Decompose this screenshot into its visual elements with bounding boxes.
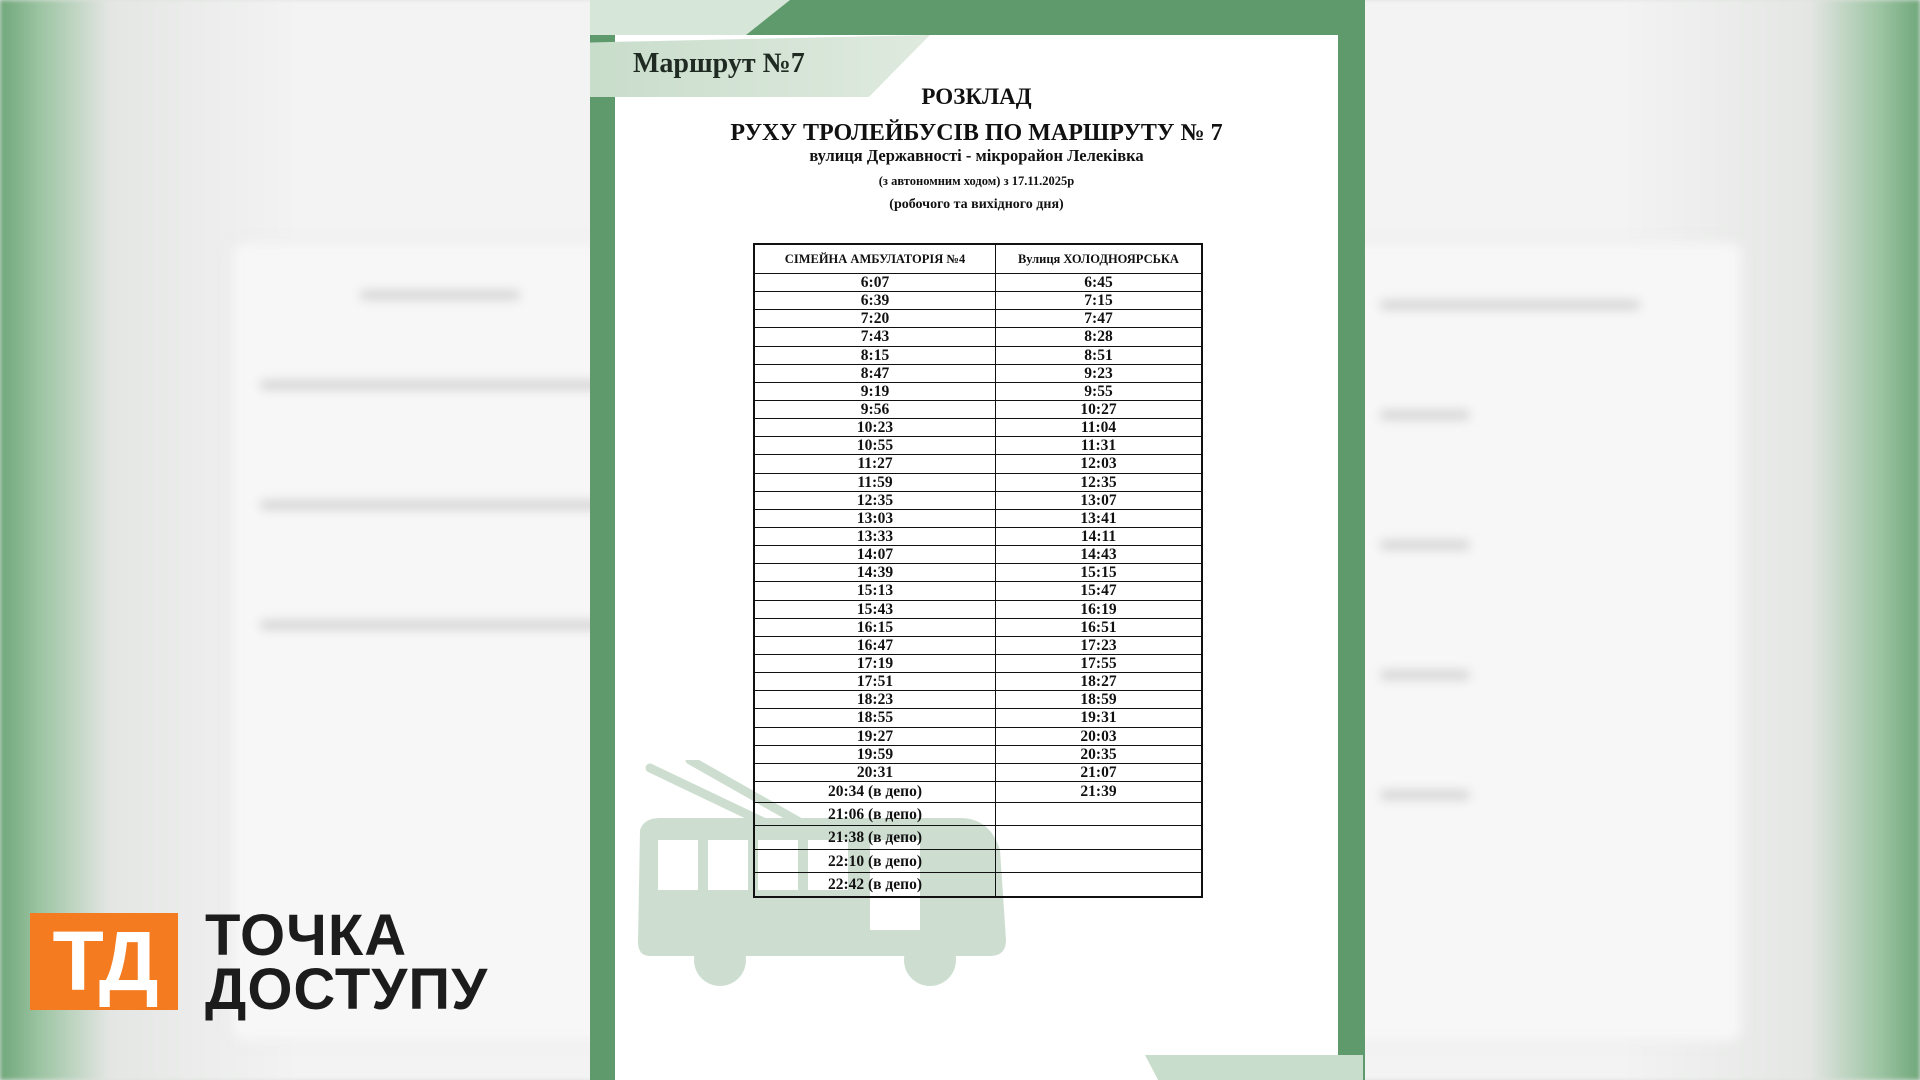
departure-kholodnoyarska: 18:27 [996, 673, 1203, 691]
departure-ambulatory: 22:42 (в депо) [754, 873, 996, 897]
depot-row [754, 781, 1202, 802]
document-title: РОЗКЛАД [921, 84, 1032, 109]
departure-ambulatory: 8:15 [754, 346, 996, 364]
departure-kholodnoyarska: 7:15 [996, 292, 1203, 310]
table-row [754, 727, 1202, 745]
schedule-table [753, 243, 1203, 898]
departure-ambulatory: 12:35 [754, 491, 996, 509]
effective-date-note: (з автономним ходом) з 17.11.2025р [878, 174, 1075, 188]
departure-kholodnoyarska: 12:03 [996, 455, 1203, 473]
departure-kholodnoyarska: 15:47 [996, 582, 1203, 600]
depot-row [754, 826, 1202, 850]
departure-kholodnoyarska: 8:51 [996, 346, 1203, 364]
departure-kholodnoyarska: 13:41 [996, 509, 1203, 527]
departure-ambulatory: 15:43 [754, 600, 996, 618]
departure-ambulatory: 21:38 (в депо) [754, 826, 996, 850]
table-row [754, 546, 1202, 564]
table-row [754, 654, 1202, 672]
departure-ambulatory: 6:07 [754, 274, 996, 292]
departure-ambulatory: 9:19 [754, 382, 996, 400]
departure-kholodnoyarska: 14:11 [996, 527, 1203, 545]
departure-ambulatory: 16:47 [754, 636, 996, 654]
departure-ambulatory: 17:51 [754, 673, 996, 691]
table-row [754, 382, 1202, 400]
route-label: Маршрут №7 [633, 48, 805, 79]
table-row [754, 346, 1202, 364]
departure-kholodnoyarska: 15:15 [996, 564, 1203, 582]
departure-kholodnoyarska: 10:27 [996, 400, 1203, 418]
table-row [754, 437, 1202, 455]
departure-kholodnoyarska [996, 826, 1203, 850]
blurred-right-panel [1300, 240, 1744, 1044]
departure-kholodnoyarska: 17:23 [996, 636, 1203, 654]
table-row [754, 691, 1202, 709]
table-header-row [754, 244, 1202, 274]
departure-ambulatory: 13:33 [754, 527, 996, 545]
table-row [754, 636, 1202, 654]
departure-kholodnoyarska: 13:07 [996, 491, 1203, 509]
table-row [754, 600, 1202, 618]
table-row [754, 400, 1202, 418]
departure-kholodnoyarska: 20:03 [996, 727, 1203, 745]
departure-ambulatory: 8:47 [754, 364, 996, 382]
table-row [754, 274, 1202, 292]
depot-row [754, 873, 1202, 897]
logo-text-line1: ТОЧКА [205, 903, 408, 968]
table-row [754, 419, 1202, 437]
table-row [754, 509, 1202, 527]
departure-ambulatory: 7:43 [754, 328, 996, 346]
departure-ambulatory: 19:27 [754, 727, 996, 745]
table-row [754, 455, 1202, 473]
departure-ambulatory: 15:13 [754, 582, 996, 600]
departure-kholodnoyarska: 7:47 [996, 310, 1203, 328]
departure-ambulatory: 14:07 [754, 546, 996, 564]
departure-ambulatory: 11:59 [754, 473, 996, 491]
departure-kholodnoyarska: 16:19 [996, 600, 1203, 618]
table-row [754, 673, 1202, 691]
departure-kholodnoyarska: 20:35 [996, 745, 1203, 763]
departure-ambulatory: 17:19 [754, 654, 996, 672]
departure-ambulatory: 16:15 [754, 618, 996, 636]
table-row [754, 709, 1202, 727]
departure-kholodnoyarska: 21:39 [996, 781, 1203, 802]
departure-kholodnoyarska: 8:28 [996, 328, 1203, 346]
departure-kholodnoyarska: 14:43 [996, 546, 1203, 564]
departure-ambulatory: 22:10 (в депо) [754, 849, 996, 873]
table-row [754, 582, 1202, 600]
departure-ambulatory: 21:06 (в депо) [754, 802, 996, 826]
departure-kholodnoyarska: 11:04 [996, 419, 1203, 437]
departure-ambulatory: 14:39 [754, 564, 996, 582]
table-row [754, 473, 1202, 491]
logo-text-line2: ДОСТУПУ [205, 957, 489, 1022]
departure-ambulatory: 10:23 [754, 419, 996, 437]
departure-ambulatory: 10:55 [754, 437, 996, 455]
departure-ambulatory: 20:34 (в депо) [754, 781, 996, 802]
departure-kholodnoyarska: 18:59 [996, 691, 1203, 709]
departure-ambulatory: 19:59 [754, 745, 996, 763]
logo-mark-text: ТД [52, 914, 156, 1008]
table-row [754, 527, 1202, 545]
column-header-kholodnoyarska: Вулиця ХОЛОДНОЯРСЬКА [996, 244, 1203, 274]
column-header-ambulatory: СІМЕЙНА АМБУЛАТОРІЯ №4 [754, 244, 996, 274]
document-subtitle: РУХУ ТРОЛЕЙБУСІВ ПО МАРШРУТУ № 7 [730, 120, 1223, 146]
departure-kholodnoyarska: 11:31 [996, 437, 1203, 455]
departure-ambulatory: 9:56 [754, 400, 996, 418]
table-row [754, 491, 1202, 509]
table-row [754, 618, 1202, 636]
departure-kholodnoyarska: 9:23 [996, 364, 1203, 382]
departure-kholodnoyarska [996, 873, 1203, 897]
route-streets: вулиця Державності - мікрорайон Лелеківка [809, 146, 1144, 165]
table-row [754, 292, 1202, 310]
table-row [754, 763, 1202, 781]
depot-row [754, 849, 1202, 873]
departure-kholodnoyarska: 17:55 [996, 654, 1203, 672]
departure-ambulatory: 20:31 [754, 763, 996, 781]
departure-kholodnoyarska: 6:45 [996, 274, 1203, 292]
logo-mark [30, 913, 178, 1010]
departure-kholodnoyarska [996, 802, 1203, 826]
departure-ambulatory: 18:55 [754, 709, 996, 727]
table-row [754, 328, 1202, 346]
departure-kholodnoyarska: 16:51 [996, 618, 1203, 636]
departure-ambulatory: 7:20 [754, 310, 996, 328]
departure-kholodnoyarska: 12:35 [996, 473, 1203, 491]
decorative-wedge-bottom [1145, 1055, 1363, 1080]
departure-kholodnoyarska [996, 849, 1203, 873]
table-row [754, 364, 1202, 382]
table-row [754, 564, 1202, 582]
departure-kholodnoyarska: 9:55 [996, 382, 1203, 400]
departure-ambulatory: 18:23 [754, 691, 996, 709]
table-row [754, 745, 1202, 763]
departure-ambulatory: 11:27 [754, 455, 996, 473]
depot-row [754, 802, 1202, 826]
table-row [754, 310, 1202, 328]
departure-kholodnoyarska: 21:07 [996, 763, 1203, 781]
departure-ambulatory: 6:39 [754, 292, 996, 310]
departure-kholodnoyarska: 19:31 [996, 709, 1203, 727]
departure-ambulatory: 13:03 [754, 509, 996, 527]
days-note: (робочого та вихідного дня) [889, 197, 1064, 212]
